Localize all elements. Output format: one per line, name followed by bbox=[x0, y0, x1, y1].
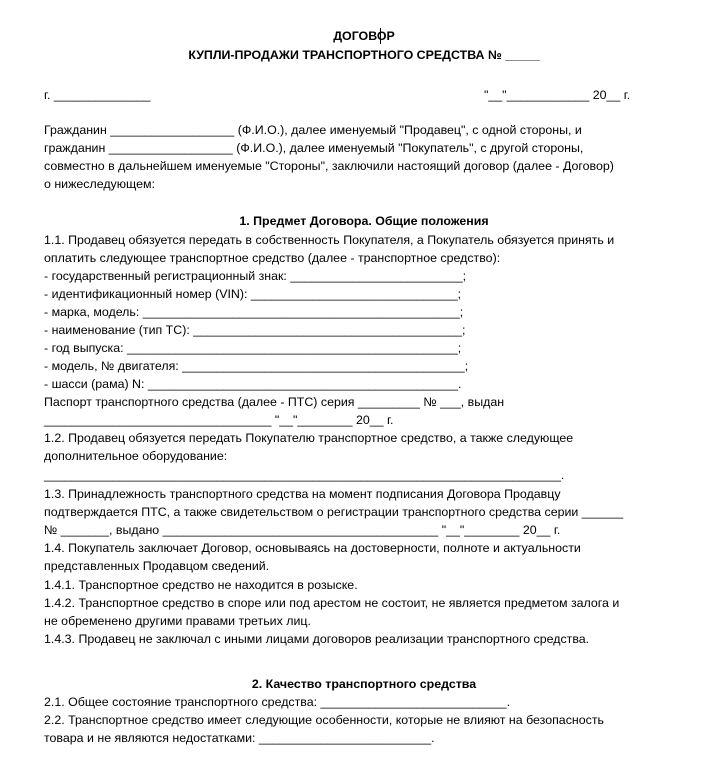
paragraph-line: _________________________________ "__"________ 20__ г. bbox=[44, 413, 394, 427]
paragraph-line: не обременено другими правами третьих лиц. bbox=[44, 614, 311, 628]
paragraph-line: ___________________________________________________________________________. bbox=[44, 468, 565, 482]
paragraph-line: - марка, модель: ______________________________________________; bbox=[44, 305, 464, 319]
intro-line: гражданин __________________ (Ф.И.О.), далее именуемый "Покупатель", с другой стороны, bbox=[44, 141, 584, 155]
section1-heading: 1. Предмет Договора. Общие положения bbox=[239, 214, 489, 228]
paragraph-line: 1.2. Продавец обязуется передать Покупателю транспортное средство, а также следующее bbox=[44, 431, 574, 445]
doc-subtitle: КУПЛИ-ПРОДАЖИ ТРАНСПОРТНОГО СРЕДСТВА № _____ bbox=[188, 48, 540, 62]
intro-line: совместно в дальнейшем именуемые "Стороны", заключили настоящий договор (далее - Договор) bbox=[44, 159, 614, 173]
doc-title: ДОГОВОР bbox=[333, 29, 395, 43]
paragraph-line: № _______, выдано ________________________________________ "__"________ 20__ г. bbox=[44, 523, 561, 537]
section2-heading: 2. Качество транспортного средства bbox=[251, 677, 477, 691]
paragraph-line: представленных Продавцом сведений. bbox=[44, 559, 270, 573]
paragraph-line: 1.4. Покупатель заключает Договор, основываясь на достоверности, полноте и актуальности bbox=[44, 541, 581, 555]
paragraph-line: 1.4.3. Продавец не заключал с иными лицами договоров реализации транспортного средства. bbox=[44, 632, 590, 646]
paragraph-line: 2.1. Общее состояние транспортного средства: ___________________________. bbox=[44, 695, 511, 709]
paragraph-line: - шасси (рама) N: _____________________________________________. bbox=[44, 377, 462, 391]
paragraph-line: 1.4.2. Транспортное средство в споре или под арестом не состоит, не является предметом залога и bbox=[44, 596, 620, 610]
intro-line: Гражданин __________________ (Ф.И.О.), далее именуемый "Продавец", с одной стороны, и bbox=[44, 123, 582, 137]
date-field: "__"____________ 20__ г. bbox=[484, 88, 631, 102]
paragraph-line: дополнительное оборудование: bbox=[44, 449, 228, 463]
paragraph-line: Паспорт транспортного средства (далее - ПТС) серия _________ № ___, выдан bbox=[44, 395, 505, 409]
paragraph-line: 2.2. Транспортное средство имеет следующие особенности, которые не влияют на безопасность bbox=[44, 713, 604, 727]
paragraph-line: товара и не являются недостатками: _________________________. bbox=[44, 731, 435, 745]
paragraph-line: подтверждается ПТС, а также свидетельством о регистрации транспортного средства серии ______ bbox=[44, 505, 624, 519]
paragraph-line: - год выпуска: ________________________________________________; bbox=[44, 341, 462, 355]
intro-line: о нижеследующем: bbox=[44, 177, 155, 191]
paragraph-line: - модель, № двигателя: _________________________________________; bbox=[44, 359, 469, 373]
paragraph-line: 1.3. Принадлежность транспортного средства на момент подписания Договора Продавцу bbox=[44, 487, 561, 501]
paragraph-line: 1.1. Продавец обязуется передать в собственность Покупателя, а Покупатель обязуется принять и bbox=[44, 233, 615, 247]
paragraph-line: 1.4.1. Транспортное средство не находится в розыске. bbox=[44, 578, 358, 592]
city-field: г. ______________ bbox=[44, 88, 151, 102]
paragraph-line: оплатить следующее транспортное средство (далее - транспортное средство): bbox=[44, 251, 501, 265]
paragraph-line: - государственный регистрационный знак: _________________________; bbox=[44, 269, 467, 283]
paragraph-line: - идентификационный номер (VIN): ______________________________; bbox=[44, 287, 462, 301]
paragraph-line: - наименование (тип ТС): _______________________________________; bbox=[44, 323, 466, 337]
